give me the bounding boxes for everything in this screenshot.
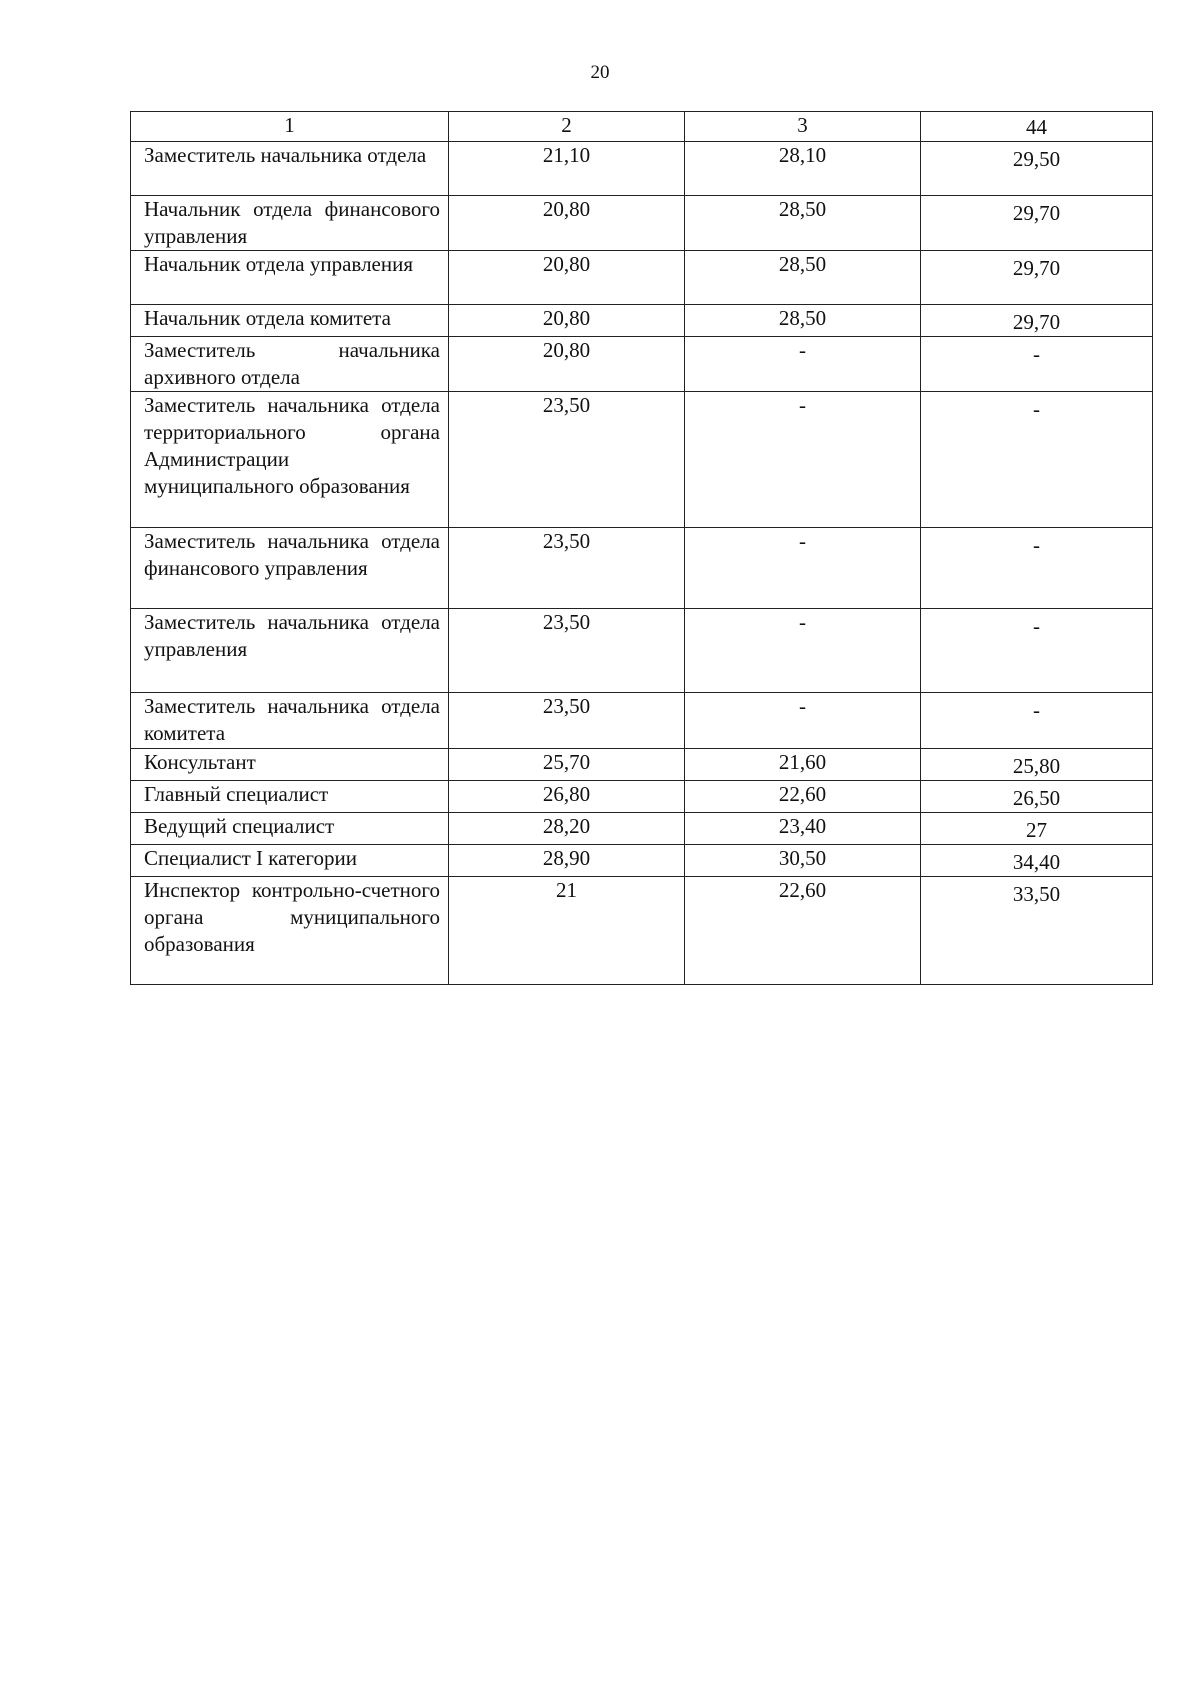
position-cell: Заместитель начальника отдела территориального органа Администрации муниципального образования [131,392,449,528]
value-cell-col4: - [921,528,1153,609]
table-header-row [131,112,1153,142]
value-cell-col4: 26,50 [921,781,1153,813]
position-cell: Начальник отдела финансового управления [131,196,449,251]
position-cell: Инспектор контрольно-счетного органа муниципального образования [131,877,449,985]
value-cell-col2: 20,80 [449,196,685,251]
value-cell-col2: 28,90 [449,845,685,877]
table-row [131,142,1153,196]
value-cell-col2: 20,80 [449,337,685,392]
value-cell-col2: 20,80 [449,251,685,305]
position-cell: Консультант [131,749,449,781]
value-cell-col3: - [685,609,921,693]
value-cell-col2: 23,50 [449,609,685,693]
position-cell: Специалист I категории [131,845,449,877]
position-cell: Начальник отдела управления [131,251,449,305]
value-cell-col2: 20,80 [449,305,685,337]
value-cell-col4: - [921,392,1153,528]
value-cell-col4: 27 [921,813,1153,845]
value-cell-col3: 23,40 [685,813,921,845]
position-cell: Заместитель начальника отдела [131,142,449,196]
value-cell-col3: 28,10 [685,142,921,196]
value-cell-col3: 28,50 [685,305,921,337]
table-row [131,251,1153,305]
value-cell-col2: 23,50 [449,693,685,749]
position-cell: Главный специалист [131,781,449,813]
value-cell-col2: 21,10 [449,142,685,196]
value-cell-col3: - [685,528,921,609]
value-cell-col3: 21,60 [685,749,921,781]
salary-coefficients-table [130,111,1153,985]
value-cell-col4: 29,70 [921,305,1153,337]
value-cell-col2: 23,50 [449,392,685,528]
value-cell-col3: 28,50 [685,196,921,251]
value-cell-col2: 23,50 [449,528,685,609]
value-cell-col4: 29,50 [921,142,1153,196]
value-cell-col3: 22,60 [685,781,921,813]
table-row [131,877,1153,985]
column-header-4: 44 [921,112,1153,142]
value-cell-col4: - [921,337,1153,392]
table-row [131,693,1153,749]
value-cell-col4: 33,50 [921,877,1153,985]
table-row [131,528,1153,609]
position-cell: Заместитель начальника архивного отдела [131,337,449,392]
value-cell-col2: 25,70 [449,749,685,781]
table-row [131,749,1153,781]
value-cell-col3: - [685,693,921,749]
position-cell: Заместитель начальника отдела управления [131,609,449,693]
table-row [131,305,1153,337]
value-cell-col4: 34,40 [921,845,1153,877]
page-number: 20 [590,62,610,83]
value-cell-col3: - [685,337,921,392]
value-cell-col3: 28,50 [685,251,921,305]
position-cell: Ведущий специалист [131,813,449,845]
position-cell: Заместитель начальника отдела комитета [131,693,449,749]
value-cell-col4: - [921,609,1153,693]
table-row [131,196,1153,251]
table-row [131,609,1153,693]
value-cell-col2: 28,20 [449,813,685,845]
position-cell: Начальник отдела комитета [131,305,449,337]
table-row [131,845,1153,877]
value-cell-col3: - [685,392,921,528]
position-cell: Заместитель начальника отдела финансового управления [131,528,449,609]
column-header-2: 2 [449,112,685,142]
table-row [131,392,1153,528]
table-row [131,781,1153,813]
table-row [131,813,1153,845]
table-row [131,337,1153,392]
column-header-1: 1 [131,112,449,142]
value-cell-col2: 26,80 [449,781,685,813]
value-cell-col4: 25,80 [921,749,1153,781]
value-cell-col4: - [921,693,1153,749]
value-cell-col4: 29,70 [921,251,1153,305]
value-cell-col3: 30,50 [685,845,921,877]
column-header-3: 3 [685,112,921,142]
value-cell-col3: 22,60 [685,877,921,985]
value-cell-col2: 21 [449,877,685,985]
value-cell-col4: 29,70 [921,196,1153,251]
